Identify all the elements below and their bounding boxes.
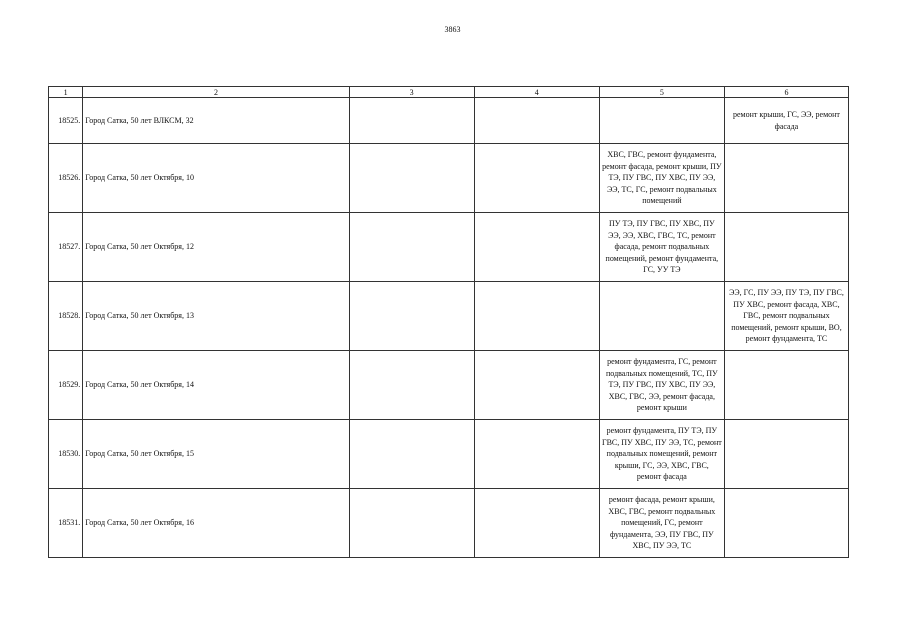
header-col-2: 2 (83, 87, 349, 98)
row-number: 18526. (49, 144, 83, 213)
table-row (49, 213, 849, 282)
header-col-1: 1 (49, 87, 83, 98)
row-col-6 (724, 213, 848, 282)
row-col-4 (474, 489, 599, 558)
table-header (49, 87, 849, 98)
row-col-4 (474, 351, 599, 420)
table-row (49, 351, 849, 420)
row-address: Город Сатка, 50 лет Октября, 15 (83, 420, 349, 489)
table-row (49, 144, 849, 213)
row-number: 18531. (49, 489, 83, 558)
row-number: 18529. (49, 351, 83, 420)
row-col-3 (349, 420, 474, 489)
row-col-4 (474, 213, 599, 282)
row-number: 18528. (49, 282, 83, 351)
table-row (49, 420, 849, 489)
row-col-3 (349, 213, 474, 282)
row-col-6 (724, 489, 848, 558)
row-address: Город Сатка, 50 лет Октября, 14 (83, 351, 349, 420)
row-col-5: ремонт фундамента, ПУ ТЭ, ПУ ГВС, ПУ ХВС, ПУ ЭЭ, ТС, ремонт подвальных помещений, ремонт крыши, ГС, ЭЭ, ХВС, ГВС, ремонт фасада (599, 420, 724, 489)
row-col-5: ремонт фундамента, ГС, ремонт подвальных помещений, ТС, ПУ ТЭ, ПУ ГВС, ПУ ХВС, ПУ ЭЭ, ХВС, ГВС, ЭЭ, ремонт фасада, ремонт крыши (599, 351, 724, 420)
row-address: Город Сатка, 50 лет Октября, 10 (83, 144, 349, 213)
row-col-6 (724, 351, 848, 420)
row-col-5: ремонт фасада, ремонт крыши, ХВС, ГВС, ремонт подвальных помещений, ГС, ремонт фундамента, ЭЭ, ПУ ГВС, ПУ ХВС, ПУ ЭЭ, ТС (599, 489, 724, 558)
row-col-4 (474, 420, 599, 489)
row-col-6 (724, 144, 848, 213)
row-col-3 (349, 282, 474, 351)
page-number: 3863 (444, 25, 461, 34)
row-number: 18527. (49, 213, 83, 282)
header-col-3: 3 (349, 87, 474, 98)
table-row (49, 282, 849, 351)
row-address: Город Сатка, 50 лет Октября, 16 (83, 489, 349, 558)
row-address: Город Сатка, 50 лет Октября, 13 (83, 282, 349, 351)
row-col-6: ремонт крыши, ГС, ЭЭ, ремонт фасада (724, 98, 848, 144)
row-address: Город Сатка, 50 лет ВЛКСМ, 32 (83, 98, 349, 144)
row-col-6 (724, 420, 848, 489)
header-col-5: 5 (599, 87, 724, 98)
row-col-5 (599, 98, 724, 144)
row-col-5: ПУ ТЭ, ПУ ГВС, ПУ ХВС, ПУ ЭЭ, ЭЭ, ХВС, ГВС, ТС, ремонт фасада, ремонт подвальных помещений, ремонт фундамента, ГС, УУ ТЭ (599, 213, 724, 282)
row-col-4 (474, 282, 599, 351)
row-address: Город Сатка, 50 лет Октября, 12 (83, 213, 349, 282)
row-col-4 (474, 98, 599, 144)
row-col-3 (349, 489, 474, 558)
header-col-4: 4 (474, 87, 599, 98)
table-row (49, 98, 849, 144)
row-col-6: ЭЭ, ГС, ПУ ЭЭ, ПУ ТЭ, ПУ ГВС, ПУ ХВС, ремонт фасада, ХВС, ГВС, ремонт подвальных помещений, ремонт крыши, ВО, ремонт фундамента, ТС (724, 282, 848, 351)
header-col-6: 6 (724, 87, 848, 98)
row-col-5 (599, 282, 724, 351)
row-col-3 (349, 144, 474, 213)
row-number: 18525. (49, 98, 83, 144)
houses-table (48, 86, 849, 558)
row-col-3 (349, 98, 474, 144)
table-body (49, 98, 849, 558)
header-row (49, 87, 849, 98)
row-number: 18530. (49, 420, 83, 489)
row-col-4 (474, 144, 599, 213)
row-col-3 (349, 351, 474, 420)
row-col-5: ХВС, ГВС, ремонт фундамента, ремонт фасада, ремонт крыши, ПУ ТЭ, ПУ ГВС, ПУ ХВС, ПУ ЭЭ, ЭЭ, ТС, ГС, ремонт подвальных помещений (599, 144, 724, 213)
table-row (49, 489, 849, 558)
